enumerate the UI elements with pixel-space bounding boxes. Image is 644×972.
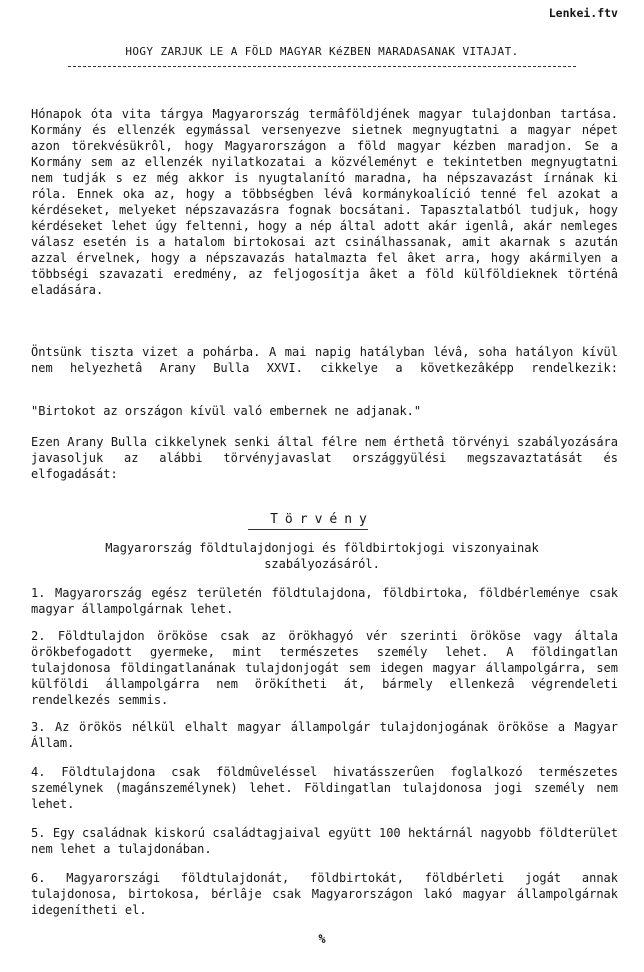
law-article-2: 2. Földtulajdon örököse csak az örökhagyó vér szerinti örököse vagy általa örökbefogadott gyermeke, mint természetes személy lehet. A földingatlan tulajdonosa földingatlanának tulajdonjogát sem idegen magyar állampolgárra, sem külföldi állampolgárra nem örökítheti át, bármely ellenkezâ végrendeleti rendelkezés semmis. (31, 629, 618, 707)
law-subtitle-line-2: szabályozásáról. (264, 557, 380, 571)
intro-paragraph-2: Öntsünk tiszta vizet a pohárba. A mai napig hatályban lévâ, soha hatályon kívül nem helyezhetâ Arany Bulla XXVI. cikkelye a következâképp rendelkezik: (31, 345, 618, 375)
law-article-4: 4. Földtulajdona csak földmûveléssel hivatásszerûen foglalkozó természetes személynek (magánszemélynek) lehet. Földingatlan tulajdonosa jogi személy nem lehet. (31, 765, 618, 811)
intro-paragraph-4: Ezen Arany Bulla cikkelynek senki által félre nem érthetâ törvényi szabályozására javasoljuk az alábbi törvényjavaslat országgyülési megszavaztatását és elfogadását: (31, 435, 618, 481)
law-article-3: 3. Az örökös nélkül elhalt magyar állampolgár tulajdonjogának örököse a Magyar Állam. (31, 720, 618, 750)
quote-paragraph: "Birtokot az országon kívül való embernek ne adjanak." (31, 404, 422, 418)
law-article-1: 1. Magyarország egész területén földtulajdona, földbirtoka, földbérleménye csak magyar állampolgárnak lehet. (31, 586, 618, 616)
filename-label: Lenkei.ftv (548, 6, 618, 20)
law-subtitle (40, 540, 604, 572)
intro-paragraph-1: Hónapok óta vita tárgya Magyarország termâföldjének magyar tulajdonban tartása. Kormány és ellenzék egymással versenyezve sietnek megnyugtatni a magyar népet azon törekvésükrôl, hogy Magyarországon a föld magyar kézben maradjon. Se a Kormány sem az ellenzék nyilatkozatai a közvéleményt e tekintetben megnyugtatni nem tudják s ez még akkor is nyugtalanító maradna, ha népszavazást írnának ki róla. Ennek oka az, hogy a többségben lévâ kormánykoalíció tenné fel azokat a kérdéseket, melyeket népszavazásra fognak bocsátani. Tapasztalatból tudjuk, hogy kérdéseket lehet úgy feltenni, hogy a nép által adott akár igenlâ, akár nemleges válasz esetén is a hatalom birtokosai azt csinálhassanak, amit akarnak s azután azzal érvelnek, hogy a népszavazás hatalmazta fel âket arra, hogy akármilyen a többségi szavazati eredmény, az feljogosítja âket a föld külföldieknek történâ eladására. (31, 107, 618, 297)
title-underline (68, 66, 576, 67)
law-title: Törvény (270, 512, 374, 527)
page-number: % (318, 932, 326, 946)
document-title: HOGY ZARJUK LE A FÖLD MAGYAR KéZBEN MARADASANAK VITAJAT. (125, 45, 519, 58)
law-article-6: 6. Magyarországi földtulajdonát, földbirtokát, földbérleti jogát annak tulajdonosa, birtokosa, bérlâje csak Magyarországon lakó magyar állampolgárnak idegenítheti el. (31, 871, 618, 917)
law-subtitle-line-1: Magyarország földtulajdonjogi és földbirtokjogi viszonyainak (105, 541, 539, 555)
law-title-underline (248, 529, 368, 530)
law-article-5: 5. Egy családnak kiskorú családtagjaival együtt 100 hektárnál nagyobb földterület nem lehet a tulajdonában. (31, 826, 618, 856)
